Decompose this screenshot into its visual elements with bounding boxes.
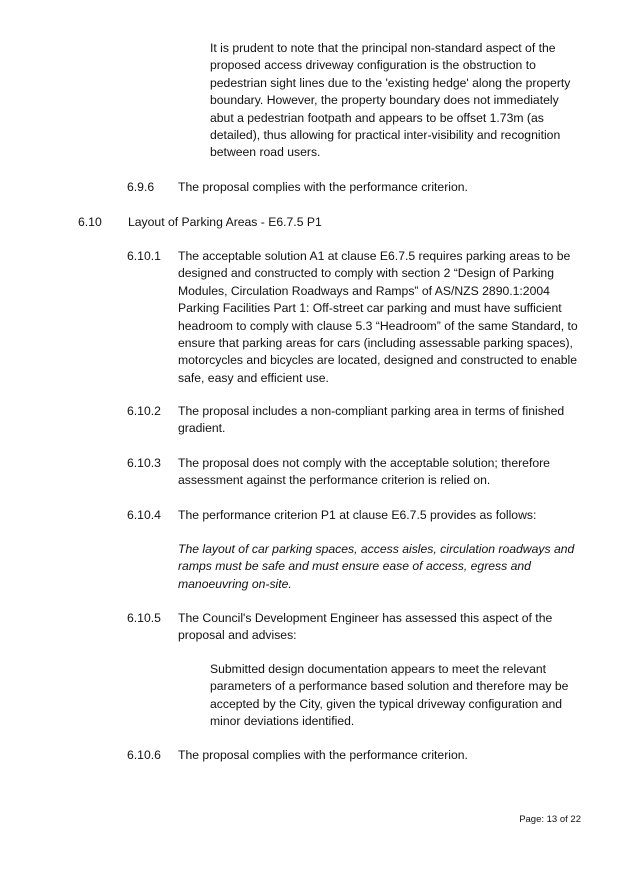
clause-text: The acceptable solution A1 at clause E6.7.5 requires parking areas to be designed and constructed to comply with section 2 “Design of Parking Modules, Circulation Roadways and Ramps” of AS/NZS 2890.1:2004 Parking Facilities Part 1: Off-street car parking and must have sufficient headroom to comply with clause 5.3 “Headroom” of the same Standard, to ensure that parking areas for cars (including assessable parking spaces), motorcycles and bicycles are located, designed and constructed to enable safe, easy and efficient use. [178, 249, 578, 385]
clause-text: The Council's Development Engineer has assessed this aspect of the proposal and advises: [178, 611, 553, 643]
clause-number: 6.10.2 [127, 404, 161, 418]
clause-number: 6.9.6 [127, 180, 155, 194]
section-number: 6.10 [78, 215, 102, 229]
engineer-quote-design: Submitted design documentation appears to meet the relevant parameters of a performance based solution and therefore may be accepted by the City, given the typical driveway configuration and minor deviations identified. [210, 662, 569, 729]
clause-number: 6.10.5 [127, 611, 161, 625]
section-heading: Layout of Parking Areas - E6.7.5 P1 [128, 215, 322, 229]
clause-number: 6.10.4 [127, 508, 161, 522]
clause-text: The proposal does not comply with the acceptable solution; therefore assessment against the performance criterion is relied on. [178, 456, 550, 488]
clause-number: 6.10.1 [127, 249, 161, 263]
page-number: Page: 13 of 22 [519, 814, 581, 825]
clause-number: 6.10.3 [127, 456, 161, 470]
engineer-quote-sight-lines: It is prudent to note that the principal non-standard aspect of the proposed access driveway configuration is the obstruction to pedestrian sight lines due to the 'existing hedge' along the property boundary. However, the property boundary does not immediately abut a pedestrian footpath and appears to be offset 1.73m (as detailed), thus allowing for practical inter-visibility and recognition between road users. [210, 41, 571, 160]
clause-text: The proposal complies with the performance criterion. [178, 180, 468, 194]
performance-criterion-quote: The layout of car parking spaces, access aisles, circulation roadways and ramps must be safe and must ensure ease of access, egress and manoeuvring on-site. [178, 542, 575, 591]
clause-text: The proposal includes a non-compliant parking area in terms of finished gradient. [178, 404, 565, 436]
clause-text: The performance criterion P1 at clause E6.7.5 provides as follows: [178, 508, 537, 522]
clause-text: The proposal complies with the performance criterion. [178, 748, 468, 762]
clause-number: 6.10.6 [127, 748, 161, 762]
